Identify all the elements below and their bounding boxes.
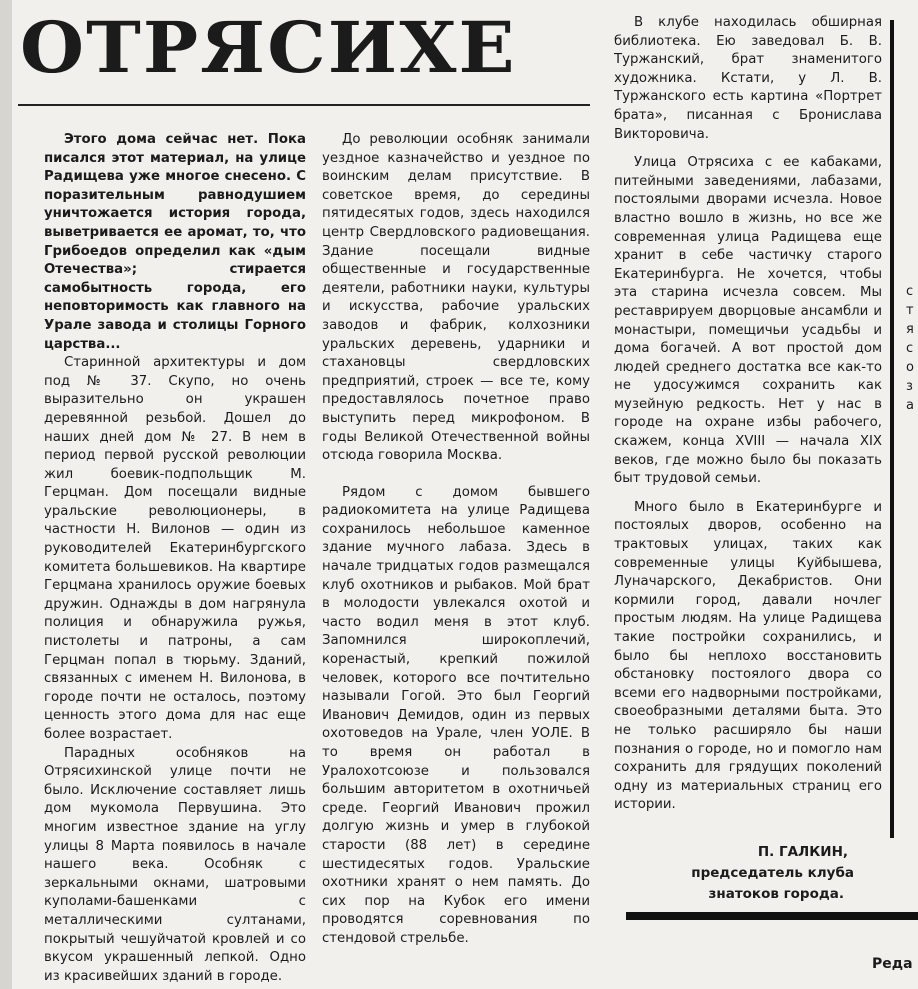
fragment-letter: я: [906, 322, 914, 337]
paragraph: Много было в Екатеринбурге и постоялых дворов, особенно на трактовых улицах, таких как современные улицы Куйбышева, Луначарского, Декабристов. Они кормили город, давали ночлег простым людям. На улице Радищева такие постройки сохранились, и было бы неплохо восстановить обстановку постоялого двора со всеми его надворными постройками, своеобразными деталями быта. Это не только расширяло бы наши познания о городе, но и помогло нам сохранить для грядущих поколений одну из материальных страниц его истории.: [614, 499, 882, 813]
fragment-letter: т: [906, 303, 914, 318]
paragraph: Улица Отрясиха с ее кабаками, питейными заведениями, лабазами, постоялыми дворами исчезла. Новое властно вошло в жизнь, но все же современная улица Радищева еще хранит в себе частичку старого Екатеринбурга. Не хочется, чтобы эта старина исчезла совсем. Мы реставрируем дворцовые ансамбли и монастыри, помещичьи усадьбы и дома богачей. А вот простой дом людей среднего достатка все как-то не удосужимся сохранить как музейную редкость. Нет у нас в городе на охране избы рабочего, скажем, конца XVIII — начала XIX веков, где можно было бы показать быт трудовой семьи.: [614, 155, 882, 487]
fragment-letter: с: [906, 341, 914, 356]
paragraph: До революции особняк занимали уездное казначейство и уездное по воинским делам присутствие. В советское время, до середины пятидесятых годов, здесь находился центр Свердловского радиовещания. Здание посещали видные общественные и государственные деятели, работники науки, культуры и искусства, рабочие уральских заводов и фабрик, колхозники уральских деревень, ударники и стахановцы свердловских предприятий, строек — все те, кому предоставлялось почетное право выступить перед микрофоном. В годы Великой Отечественной войны отсюда говорила Москва.: [322, 132, 590, 464]
author-role: знатоков города.: [708, 886, 844, 902]
adjacent-article-fragment: [906, 282, 918, 415]
article-column-1: [44, 131, 306, 986]
paragraph-gap: [322, 466, 590, 484]
article-column-3: [614, 14, 882, 815]
column-rule-vertical: [890, 20, 894, 838]
paragraph: Старинной архитектуры и дом под № 37. Скупо, но очень выразительно он украшен деревянной резьбой. Дошел до наших дней дом № 27. В нем в период первой русской революции жил боевик-подпольщик М. Герцман. Дом посещали видные уральские революционеры, в частности Н. Вилонов — один из руководителей Екатеринбургского комитета большевиков. На квартире Герцмана хранилось оружие боевых дружин. Однажды в дом нагрянула полиция и обнаружила ружья, пистолеты и патроны, а сам Герцман попал в тюрьму. Зданий, связанных с именем Н. Вилонова, в городе почти не осталось, поэтому ценность этого дома для нас еще более возрастает.: [44, 355, 306, 742]
paragraph-gap: [614, 489, 882, 499]
fragment-letter: с: [906, 284, 914, 299]
column-rule-horizontal: [626, 912, 918, 920]
fragment-letter: о: [906, 360, 914, 375]
page-edge-left: [0, 0, 12, 989]
author-role: председатель клуба: [691, 865, 854, 881]
paragraph-gap: [614, 144, 882, 154]
headline-rule: [18, 104, 590, 106]
article-headline: ОТРЯСИХЕ: [20, 6, 517, 89]
paragraph: Рядом с домом бывшего радиокомитета на улице Радищева сохранилось небольшое каменное здание мучного лабаза. Здесь в начале тридцатых годов размещался клуб охотников и рыбаков. Мой брат в молодости увлекался охотой и часто водил меня в этот клуб. Запомнился широкоплечий, коренастый, крепкий пожилой человек, которого все почтительно называли Гогой. Это был Георгий Иванович Демидов, один из первых охотоведов на Урале, член УОЛЕ. В то время он работал в Уралохотсоюзе и пользовался большим авторитетом в охотничьей среде. Георгий Иванович прожил долгую жизнь и умер в глубокой старости (88 лет) в середине шестидесятых годов. Уральские охотники хранят о нем память. До сих пор на Кубок его имени проводятся соревнования по стендовой стрельбе.: [322, 484, 590, 946]
fragment-letter: з: [906, 379, 913, 394]
paragraph: Парадных особняков на Отрясихинской улице почти не было. Исключение составляет лишь дом мукомола Первушина. Это многим известное здание на углу улицы 8 Марта появилось в начале нашего века. Особняк с зеркальными окнами, шатровыми куполами-башенками с металлическими султанами, покрытый чешуйчатой кровлей и со вкусом украшенный лепкой. Одно из красивейших зданий в городе.: [44, 745, 306, 984]
lead-paragraph: Этого дома сейчас нет. Пока писался этот материал, на улице Радищева уже многое снесено. С поразительным равнодушием уничтожается история города, выветривается ее аромат, то, что Грибоедов определил как «дым Отечества»; стирается самобытность города, его неповторимость как главного на Урале завода и столицы Горного царства...: [44, 132, 306, 352]
author-signature: [614, 842, 882, 905]
paragraph: В клубе находилась обширная библиотека. Ею заведовал Б. В. Туржанский, брат знаменитого художника. Кстати, у Л. В. Туржанского есть картина «Портрет брата», писанная с Бронислава Викторовича.: [614, 15, 882, 142]
author-name: П. ГАЛКИН,: [757, 844, 848, 860]
fragment-letter: а: [906, 398, 914, 413]
adjacent-heading-fragment: Реда: [872, 956, 913, 972]
article-column-2: [322, 131, 590, 949]
